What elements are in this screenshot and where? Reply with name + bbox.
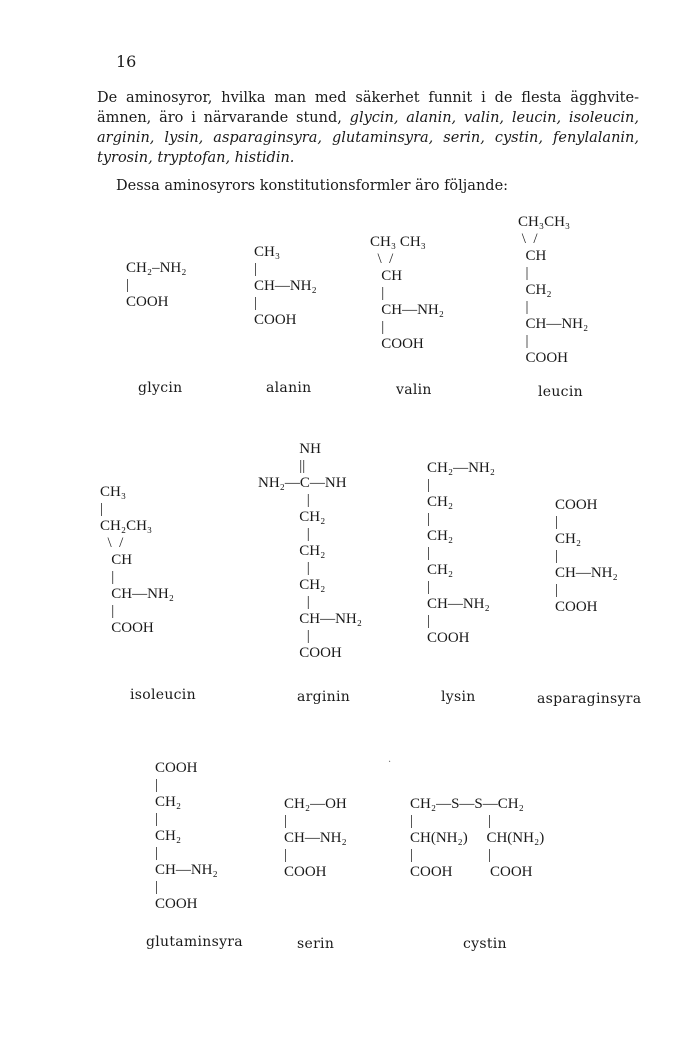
formula-glutaminsyra: COOH | CH₂ | CH₂ | CH—NH₂ | COOH <box>155 760 218 912</box>
label-valin: valin <box>396 382 432 398</box>
formula-lysin: CH₂—NH₂ | CH₂ | CH₂ | CH₂ | CH—NH₂ | COOH <box>427 460 495 646</box>
formula-cystin: CH₂—S—S—CH₂ | | CH(NH₂) CH(NH₂) | | COOH COOH <box>410 796 545 880</box>
formula-glycin: CH₂–NH₂ | COOH <box>126 260 187 310</box>
label-alanin: alanin <box>266 380 312 396</box>
page-number: 16 <box>116 52 137 71</box>
formula-arginin: NH || NH₂—C—NH | CH₂ | CH₂ | CH₂ | CH—NH₂ | COOH <box>258 441 362 661</box>
lead-sentence: Dessa aminosyrors konstitutionsformler äro följande: <box>116 178 509 194</box>
label-glutaminsyra: glutaminsyra <box>146 934 243 950</box>
label-leucin: leucin <box>538 384 583 400</box>
label-asparaginsyra: asparaginsyra <box>537 691 642 707</box>
stray-mark: · <box>388 757 392 768</box>
formula-asparaginsyra: COOH | CH₂ | CH—NH₂ | COOH <box>555 497 618 615</box>
intro-text: De aminosyror, hvilka man med säkerhet funnit i de flesta ägghvite-ämnen, äro i närvarande stund, <box>97 90 639 126</box>
label-cystin: cystin <box>463 936 507 952</box>
label-lysin: lysin <box>441 689 476 705</box>
formula-valin: CH₃ CH₃ \ / CH | CH—NH₂ | COOH <box>370 234 444 352</box>
formula-isoleucin: CH₃ | CH₂CH₃ \ / CH | CH—NH₂ | COOH <box>100 484 174 636</box>
formula-serin: CH₂—OH | CH—NH₂ | COOH <box>284 796 347 880</box>
intro-paragraph <box>97 88 639 168</box>
formula-alanin: CH₃ | CH—NH₂ | COOH <box>254 244 317 328</box>
formula-leucin: CH₃CH₃ \ / CH | CH₂ | CH—NH₂ | COOH <box>518 214 589 366</box>
label-arginin: arginin <box>297 689 351 705</box>
label-glycin: glycin <box>138 380 183 396</box>
amino-acid-list: glycin, alanin, valin, leucin, isoleucin, arginin, lysin, asparaginsyra, glutaminsyra, serin, cystin, fenylalanin, tyrosin, tryptofan, histidin. <box>97 110 640 166</box>
label-isoleucin: isoleucin <box>130 687 196 703</box>
label-serin: serin <box>297 936 335 952</box>
